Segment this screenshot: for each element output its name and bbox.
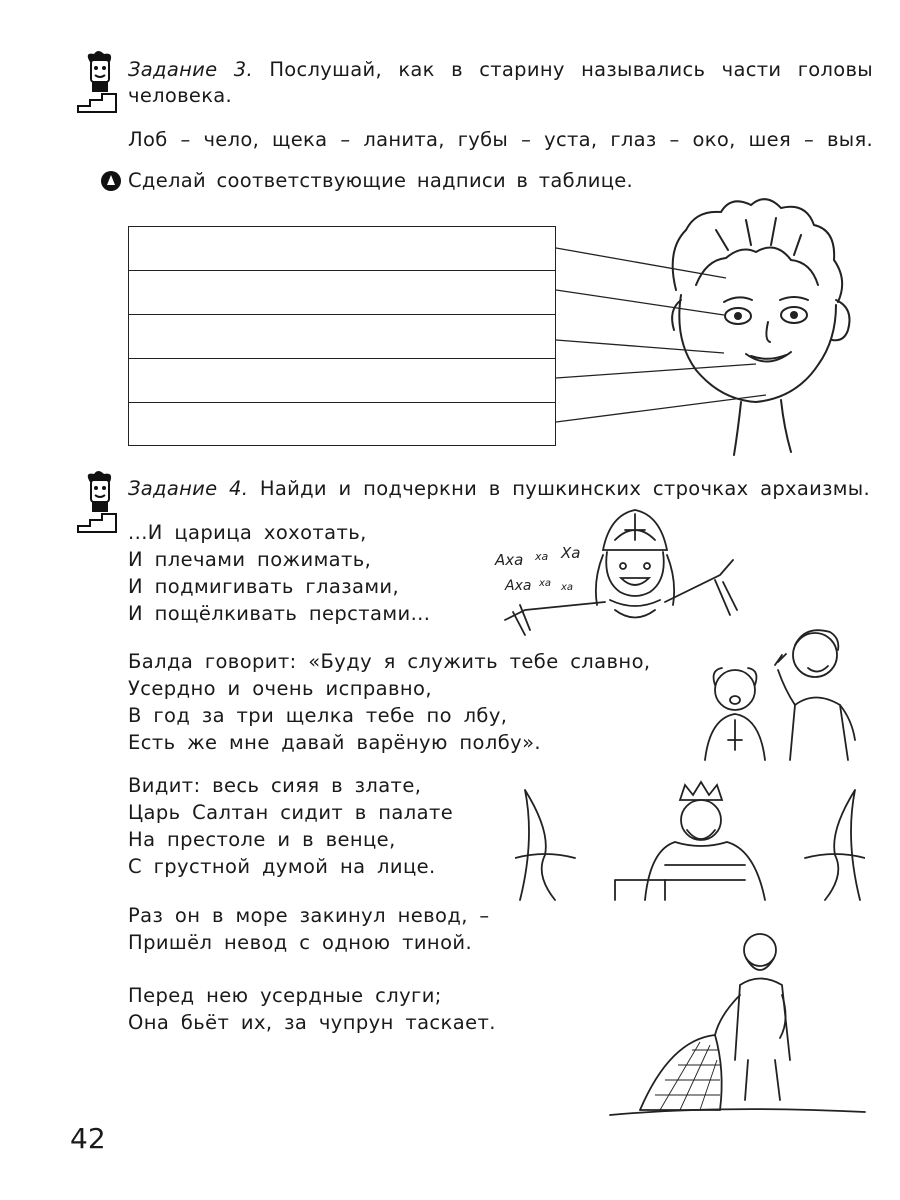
poem-line: Видит: весь сияя в злате, [128,774,422,797]
poem-line: Она бьёт их, за чупрун таскает. [128,1011,496,1034]
poem-line: Балда говорит: «Буду я служить тебе славно, [128,650,651,673]
table-row[interactable] [129,227,555,271]
task3-text-continued: человека. [128,84,233,107]
balda-and-priest-illustration [690,610,870,770]
laugh-text: Ха [561,544,581,562]
poem-line: Перед нею усердные слуги; [128,984,442,1007]
poem-line: Есть же мне давай варёную полбу». [128,731,542,754]
task4-text: Найди и подчеркни в пушкинских строчках архаизмы. [259,477,870,500]
table-row[interactable] [129,271,555,315]
laugh-text: ха [561,582,574,593]
task3-label: Задание 3. [128,58,253,81]
table-row[interactable] [129,315,555,359]
task-student-icon [76,50,124,114]
poem-line: Раз он в море закинул невод, – [128,904,490,927]
poem-line: Усердно и очень исправно, [128,677,432,700]
old-man-with-net-illustration [570,920,880,1120]
table-row[interactable] [129,403,555,447]
poem-line: И пощёлкивать перстами... [128,602,431,625]
poem-line: С грустной думой на лице. [128,855,436,878]
poem-line: И подмигивать глазами, [128,575,400,598]
task3-instruction: Сделай соответствующие надписи в таблице. [128,169,634,192]
page-number: 42 [70,1122,106,1155]
laugh-text: Аха [495,551,524,569]
pencil-task-icon [100,170,122,192]
poem-line: В год за три щелка тебе по лбу, [128,704,508,727]
poem-line: Царь Салтан сидит в палате [128,801,454,824]
task-student-icon [76,470,124,534]
poem-line: На престоле и в венце, [128,828,396,851]
task3-text: Послушай, как в старину назывались части головы [269,58,874,81]
task3-words: Лоб – чело, щека – ланита, губы – уста, глаз – око, шея – выя. [128,128,873,151]
poem-line: Пришёл невод с одною тиной. [128,931,473,954]
laugh-text: ха [539,578,552,589]
laugh-text: Аха [505,578,532,594]
poem-line: И плечами пожимать, [128,548,372,571]
laugh-text: ха [535,550,549,563]
poem-line: ...И царица хохотать, [128,521,367,544]
tsar-saltan-illustration [515,780,865,910]
table-row[interactable] [129,359,555,403]
task4-label: Задание 4. [128,477,249,500]
boy-head-illustration [556,190,886,470]
answer-table [128,226,556,446]
